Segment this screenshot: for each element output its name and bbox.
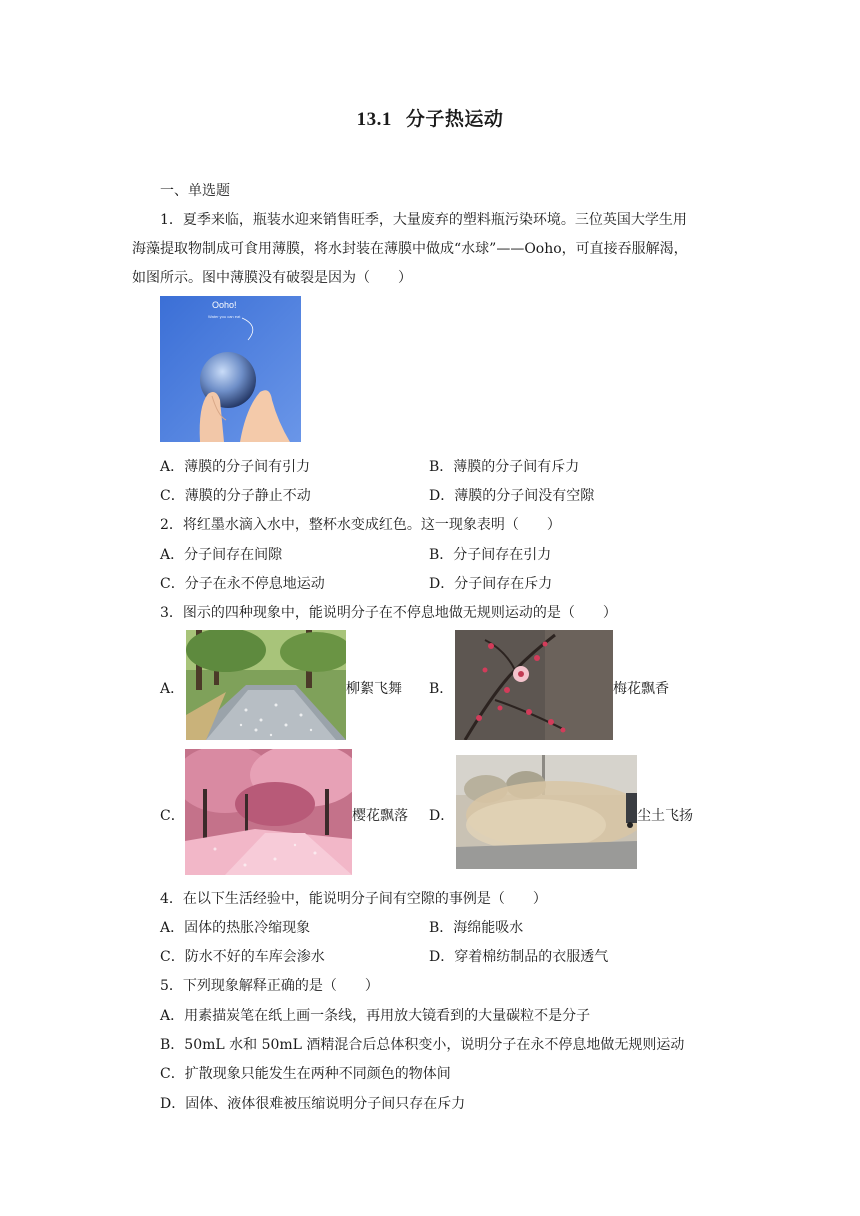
q4-option-b: B．海绵能吸水 xyxy=(429,920,524,936)
q1-ooho-image xyxy=(160,296,301,442)
q3-option-a-label: A． xyxy=(160,681,185,697)
q3-option-d-label: D． xyxy=(429,808,455,824)
q3-dust-image xyxy=(456,755,637,869)
q1-stem-line1: 1．夏季来临，瓶装水迎来销售旺季，大量废弃的塑料瓶污染环境。三位英国大学生用 xyxy=(160,212,687,228)
q3-stem: 3．图示的四种现象中，能说明分子在不停息地做无规则运动的是（ ） xyxy=(160,605,617,621)
q5-stem: 5．下列现象解释正确的是（ ） xyxy=(160,978,379,994)
q3-option-b-caption: 梅花飘香 xyxy=(613,681,669,697)
q3-plum-blossom-image xyxy=(455,630,613,740)
q1-option-c: C．薄膜的分子静止不动 xyxy=(160,488,311,504)
q1-option-b: B．薄膜的分子间有斥力 xyxy=(429,459,580,475)
q3-cherry-blossom-image xyxy=(185,749,352,875)
q2-option-d: D．分子间存在斥力 xyxy=(429,576,553,592)
q4-option-a: A．固体的热胀冷缩现象 xyxy=(160,920,311,936)
title-text: 分子热运动 xyxy=(405,108,504,130)
q1-option-a: A．薄膜的分子间有引力 xyxy=(160,459,311,475)
q3-option-a-caption: 柳絮飞舞 xyxy=(346,681,402,697)
q5-option-c: C．扩散现象只能发生在两种不同颜色的物体间 xyxy=(160,1066,451,1082)
q1-stem-line2: 海藻提取物制成可食用薄膜，将水封装在薄膜中做成“水球”——Ooho，可直接吞服解渴， xyxy=(132,241,688,257)
q2-option-a: A．分子间存在间隙 xyxy=(160,547,283,563)
q3-willow-catkins-image xyxy=(186,630,346,740)
q5-option-b: B．50mL 水和 50mL 酒精混合后总体积变小，说明分子在永不停息地做无规则运动 xyxy=(160,1037,685,1053)
q2-option-b: B．分子间存在引力 xyxy=(429,547,552,563)
q3-option-c-caption: 樱花飘落 xyxy=(352,808,408,824)
q1-image-subtitle: Water you can eat xyxy=(208,314,241,319)
q3-option-c-label: C． xyxy=(160,808,185,824)
q5-option-a: A．用素描炭笔在纸上画一条线，再用放大镜看到的大量碳粒不是分子 xyxy=(160,1008,591,1024)
q4-stem: 4．在以下生活经验中，能说明分子间有空隙的事例是（ ） xyxy=(160,891,547,907)
page-title xyxy=(0,104,860,131)
q1-option-d: D．薄膜的分子间没有空隙 xyxy=(429,488,595,504)
q5-option-d: D．固体、液体很难被压缩说明分子间只存在斥力 xyxy=(160,1096,466,1112)
q2-option-c: C．分子在永不停息地运动 xyxy=(160,576,325,592)
title-number: 13.1 xyxy=(356,109,392,130)
q4-option-d: D．穿着棉纺制品的衣服透气 xyxy=(429,949,609,965)
q3-option-d-caption: 尘土飞扬 xyxy=(637,808,693,824)
q1-image-title: Ooho! xyxy=(212,300,237,310)
q2-stem: 2．将红墨水滴入水中，整杯水变成红色。这一现象表明（ ） xyxy=(160,517,561,533)
q3-option-b-label: B． xyxy=(429,681,454,697)
q1-stem-line3: 如图所示。图中薄膜没有破裂是因为（ ） xyxy=(132,270,412,286)
section-heading: 一、单选题 xyxy=(160,183,230,199)
q4-option-c: C．防水不好的车库会渗水 xyxy=(160,949,325,965)
